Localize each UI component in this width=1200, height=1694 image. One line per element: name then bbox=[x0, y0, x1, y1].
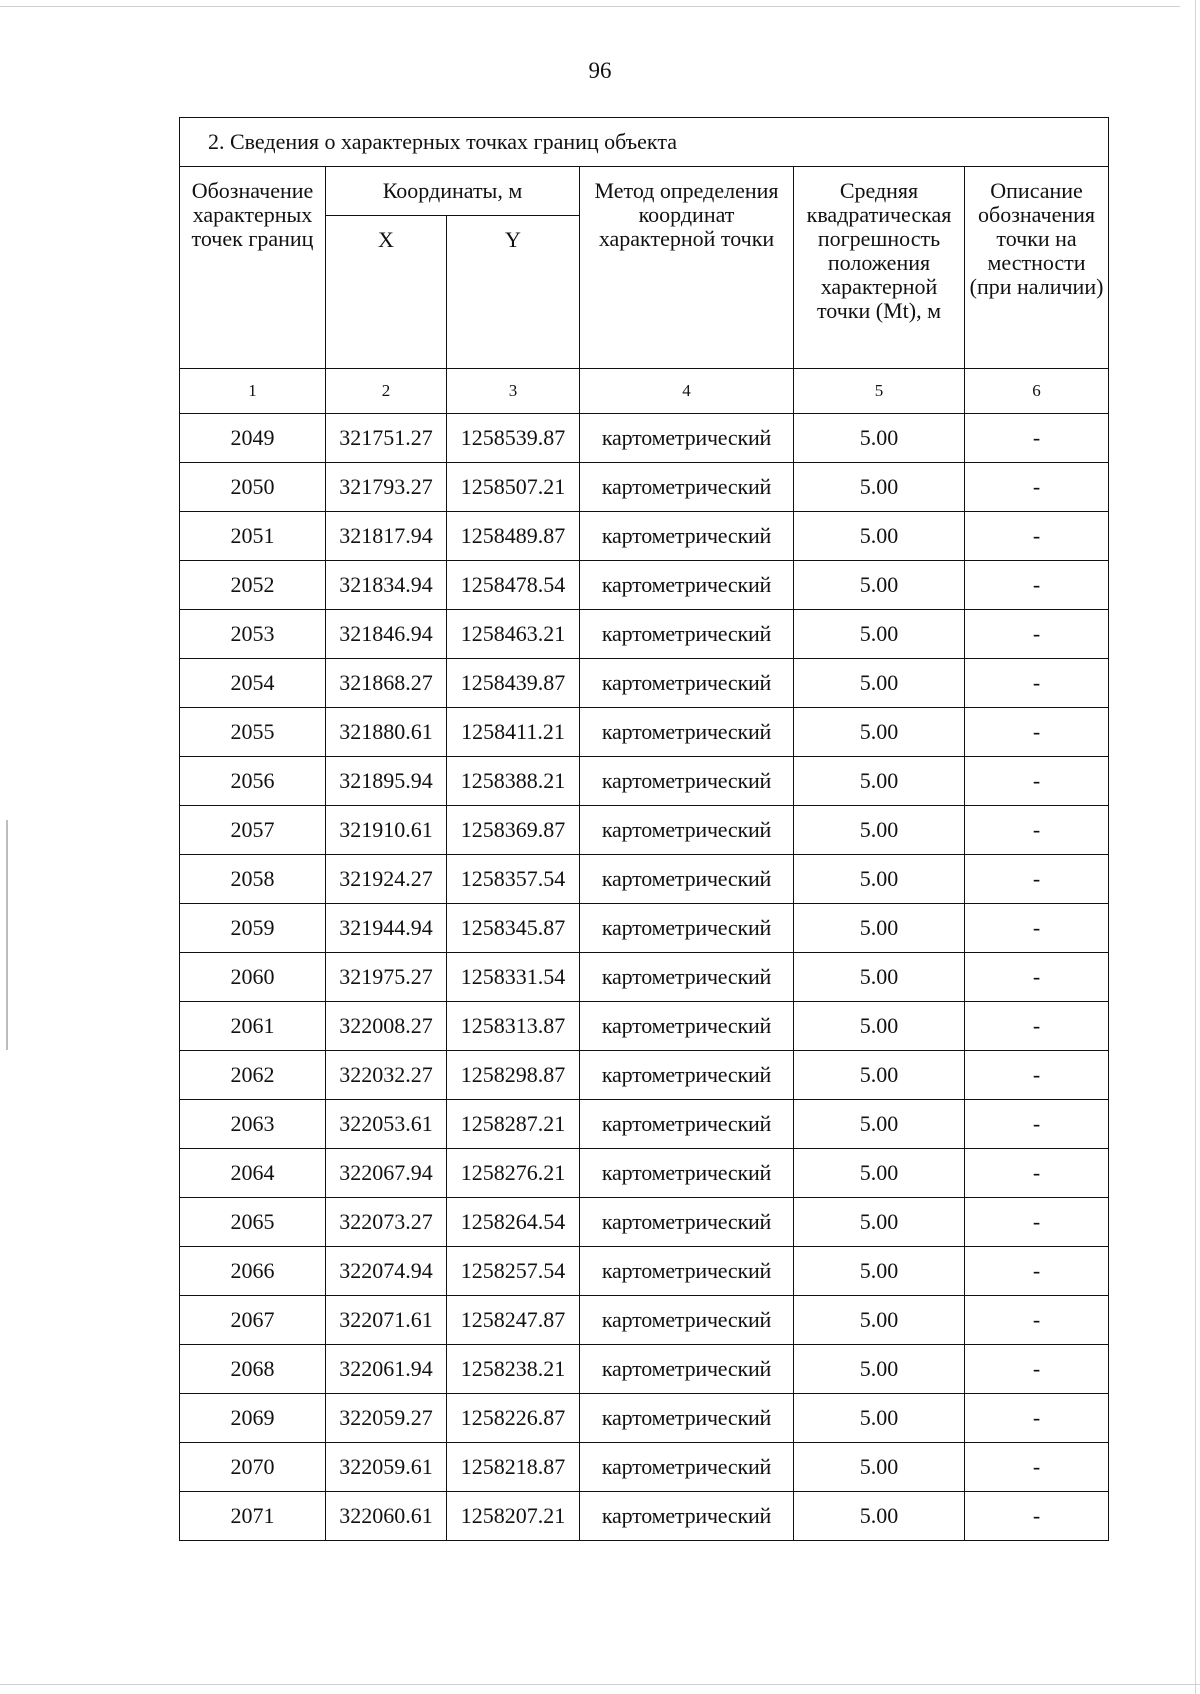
point-id-cell: 2068 bbox=[180, 1345, 326, 1394]
point-id-cell: 2049 bbox=[180, 414, 326, 463]
y-coordinate-cell: 1258369.87 bbox=[447, 806, 580, 855]
point-id-cell: 2050 bbox=[180, 463, 326, 512]
error-cell: 5.00 bbox=[794, 904, 965, 953]
table-row bbox=[180, 708, 1109, 757]
error-cell: 5.00 bbox=[794, 1247, 965, 1296]
header-designation: Обозначение характерных точек границ bbox=[180, 167, 326, 369]
column-number: 2 bbox=[326, 369, 447, 414]
x-coordinate-cell: 321868.27 bbox=[326, 659, 447, 708]
point-id-cell: 2063 bbox=[180, 1100, 326, 1149]
method-cell: картометрический bbox=[580, 1394, 794, 1443]
error-cell: 5.00 bbox=[794, 1492, 965, 1541]
description-cell: - bbox=[965, 1149, 1109, 1198]
x-coordinate-cell: 322008.27 bbox=[326, 1002, 447, 1051]
method-cell: картометрический bbox=[580, 610, 794, 659]
y-coordinate-cell: 1258463.21 bbox=[447, 610, 580, 659]
description-cell: - bbox=[965, 1296, 1109, 1345]
table-row bbox=[180, 953, 1109, 1002]
point-id-cell: 2070 bbox=[180, 1443, 326, 1492]
method-cell: картометрический bbox=[580, 1002, 794, 1051]
method-cell: картометрический bbox=[580, 659, 794, 708]
y-coordinate-cell: 1258276.21 bbox=[447, 1149, 580, 1198]
x-coordinate-cell: 321910.61 bbox=[326, 806, 447, 855]
x-coordinate-cell: 322074.94 bbox=[326, 1247, 447, 1296]
table-row bbox=[180, 1198, 1109, 1247]
scan-edge-right bbox=[1195, 0, 1196, 1694]
x-coordinate-cell: 321924.27 bbox=[326, 855, 447, 904]
method-cell: картометрический bbox=[580, 1492, 794, 1541]
column-number: 3 bbox=[447, 369, 580, 414]
table-row bbox=[180, 561, 1109, 610]
x-coordinate-cell: 321944.94 bbox=[326, 904, 447, 953]
method-cell: картометрический bbox=[580, 1345, 794, 1394]
error-cell: 5.00 bbox=[794, 1296, 965, 1345]
description-cell: - bbox=[965, 806, 1109, 855]
y-coordinate-cell: 1258489.87 bbox=[447, 512, 580, 561]
page-number: 96 bbox=[588, 58, 612, 83]
y-coordinate-cell: 1258345.87 bbox=[447, 904, 580, 953]
y-coordinate-cell: 1258226.87 bbox=[447, 1394, 580, 1443]
y-coordinate-cell: 1258331.54 bbox=[447, 953, 580, 1002]
error-cell: 5.00 bbox=[794, 1443, 965, 1492]
header-description: Описание обозначения точки на местности (при наличии) bbox=[965, 167, 1109, 369]
scan-edge-left-mark bbox=[6, 820, 8, 1050]
description-cell: - bbox=[965, 561, 1109, 610]
description-cell: - bbox=[965, 757, 1109, 806]
description-cell: - bbox=[965, 1394, 1109, 1443]
method-cell: картометрический bbox=[580, 463, 794, 512]
point-id-cell: 2061 bbox=[180, 1002, 326, 1051]
y-coordinate-cell: 1258439.87 bbox=[447, 659, 580, 708]
error-cell: 5.00 bbox=[794, 1394, 965, 1443]
table-row bbox=[180, 1149, 1109, 1198]
error-cell: 5.00 bbox=[794, 953, 965, 1002]
x-coordinate-cell: 322061.94 bbox=[326, 1345, 447, 1394]
error-cell: 5.00 bbox=[794, 806, 965, 855]
point-id-cell: 2064 bbox=[180, 1149, 326, 1198]
header-row bbox=[180, 167, 1109, 216]
x-coordinate-cell: 321751.27 bbox=[326, 414, 447, 463]
point-id-cell: 2062 bbox=[180, 1051, 326, 1100]
point-id-cell: 2052 bbox=[180, 561, 326, 610]
section-title: 2. Сведения о характерных точках границ объекта bbox=[180, 118, 1109, 167]
error-cell: 5.00 bbox=[794, 659, 965, 708]
description-cell: - bbox=[965, 1492, 1109, 1541]
x-coordinate-cell: 321834.94 bbox=[326, 561, 447, 610]
y-coordinate-cell: 1258411.21 bbox=[447, 708, 580, 757]
description-cell: - bbox=[965, 463, 1109, 512]
section-title-row bbox=[180, 118, 1109, 167]
error-cell: 5.00 bbox=[794, 463, 965, 512]
y-coordinate-cell: 1258388.21 bbox=[447, 757, 580, 806]
table-row bbox=[180, 1443, 1109, 1492]
table-row bbox=[180, 1394, 1109, 1443]
scan-edge-bottom bbox=[0, 1684, 1200, 1685]
error-cell: 5.00 bbox=[794, 708, 965, 757]
method-cell: картометрический bbox=[580, 1443, 794, 1492]
point-id-cell: 2065 bbox=[180, 1198, 326, 1247]
y-coordinate-cell: 1258264.54 bbox=[447, 1198, 580, 1247]
x-coordinate-cell: 321793.27 bbox=[326, 463, 447, 512]
y-coordinate-cell: 1258298.87 bbox=[447, 1051, 580, 1100]
method-cell: картометрический bbox=[580, 1149, 794, 1198]
method-cell: картометрический bbox=[580, 1296, 794, 1345]
error-cell: 5.00 bbox=[794, 855, 965, 904]
method-cell: картометрический bbox=[580, 855, 794, 904]
error-cell: 5.00 bbox=[794, 1198, 965, 1247]
y-coordinate-cell: 1258257.54 bbox=[447, 1247, 580, 1296]
method-cell: картометрический bbox=[580, 1198, 794, 1247]
table-row bbox=[180, 904, 1109, 953]
error-cell: 5.00 bbox=[794, 610, 965, 659]
table-row bbox=[180, 1247, 1109, 1296]
y-coordinate-cell: 1258207.21 bbox=[447, 1492, 580, 1541]
point-id-cell: 2055 bbox=[180, 708, 326, 757]
description-cell: - bbox=[965, 1345, 1109, 1394]
table-row bbox=[180, 463, 1109, 512]
point-id-cell: 2067 bbox=[180, 1296, 326, 1345]
method-cell: картометрический bbox=[580, 512, 794, 561]
method-cell: картометрический bbox=[580, 708, 794, 757]
description-cell: - bbox=[965, 659, 1109, 708]
y-coordinate-cell: 1258357.54 bbox=[447, 855, 580, 904]
table-row bbox=[180, 1492, 1109, 1541]
error-cell: 5.00 bbox=[794, 1100, 965, 1149]
point-id-cell: 2053 bbox=[180, 610, 326, 659]
method-cell: картометрический bbox=[580, 953, 794, 1002]
header-y: Y bbox=[447, 216, 580, 369]
column-number-row bbox=[180, 369, 1109, 414]
description-cell: - bbox=[965, 1100, 1109, 1149]
table-row bbox=[180, 512, 1109, 561]
description-cell: - bbox=[965, 855, 1109, 904]
header-error: Средняя квадратическая погрешность положения характерной точки (Mt), м bbox=[794, 167, 965, 369]
table-row bbox=[180, 610, 1109, 659]
description-cell: - bbox=[965, 1443, 1109, 1492]
method-cell: картометрический bbox=[580, 806, 794, 855]
column-number: 4 bbox=[580, 369, 794, 414]
method-cell: картометрический bbox=[580, 561, 794, 610]
table-row bbox=[180, 1345, 1109, 1394]
y-coordinate-cell: 1258218.87 bbox=[447, 1443, 580, 1492]
method-cell: картометрический bbox=[580, 904, 794, 953]
y-coordinate-cell: 1258478.54 bbox=[447, 561, 580, 610]
method-cell: картометрический bbox=[580, 1051, 794, 1100]
y-coordinate-cell: 1258247.87 bbox=[447, 1296, 580, 1345]
description-cell: - bbox=[965, 610, 1109, 659]
x-coordinate-cell: 322067.94 bbox=[326, 1149, 447, 1198]
error-cell: 5.00 bbox=[794, 414, 965, 463]
point-id-cell: 2069 bbox=[180, 1394, 326, 1443]
point-id-cell: 2056 bbox=[180, 757, 326, 806]
header-method: Метод определения координат характерной точки bbox=[580, 167, 794, 369]
x-coordinate-cell: 321846.94 bbox=[326, 610, 447, 659]
description-cell: - bbox=[965, 1247, 1109, 1296]
table-row bbox=[180, 806, 1109, 855]
description-cell: - bbox=[965, 904, 1109, 953]
method-cell: картометрический bbox=[580, 1247, 794, 1296]
column-number: 6 bbox=[965, 369, 1109, 414]
error-cell: 5.00 bbox=[794, 512, 965, 561]
table-row bbox=[180, 1296, 1109, 1345]
description-cell: - bbox=[965, 1198, 1109, 1247]
description-cell: - bbox=[965, 953, 1109, 1002]
error-cell: 5.00 bbox=[794, 757, 965, 806]
point-id-cell: 2058 bbox=[180, 855, 326, 904]
table-row bbox=[180, 757, 1109, 806]
y-coordinate-cell: 1258539.87 bbox=[447, 414, 580, 463]
x-coordinate-cell: 322059.27 bbox=[326, 1394, 447, 1443]
description-cell: - bbox=[965, 414, 1109, 463]
x-coordinate-cell: 321975.27 bbox=[326, 953, 447, 1002]
scan-edge-top bbox=[0, 6, 1180, 7]
point-id-cell: 2071 bbox=[180, 1492, 326, 1541]
x-coordinate-cell: 322059.61 bbox=[326, 1443, 447, 1492]
method-cell: картометрический bbox=[580, 414, 794, 463]
point-id-cell: 2054 bbox=[180, 659, 326, 708]
x-coordinate-cell: 322060.61 bbox=[326, 1492, 447, 1541]
y-coordinate-cell: 1258507.21 bbox=[447, 463, 580, 512]
error-cell: 5.00 bbox=[794, 1051, 965, 1100]
point-id-cell: 2057 bbox=[180, 806, 326, 855]
header-x: X bbox=[326, 216, 447, 369]
x-coordinate-cell: 322073.27 bbox=[326, 1198, 447, 1247]
table-row bbox=[180, 1051, 1109, 1100]
point-id-cell: 2066 bbox=[180, 1247, 326, 1296]
x-coordinate-cell: 322053.61 bbox=[326, 1100, 447, 1149]
description-cell: - bbox=[965, 512, 1109, 561]
error-cell: 5.00 bbox=[794, 1002, 965, 1051]
table-row bbox=[180, 1100, 1109, 1149]
error-cell: 5.00 bbox=[794, 1149, 965, 1198]
description-cell: - bbox=[965, 708, 1109, 757]
table-row bbox=[180, 659, 1109, 708]
y-coordinate-cell: 1258238.21 bbox=[447, 1345, 580, 1394]
boundary-points-table bbox=[179, 117, 1109, 1541]
x-coordinate-cell: 321895.94 bbox=[326, 757, 447, 806]
description-cell: - bbox=[965, 1002, 1109, 1051]
point-id-cell: 2059 bbox=[180, 904, 326, 953]
column-number: 5 bbox=[794, 369, 965, 414]
point-id-cell: 2060 bbox=[180, 953, 326, 1002]
x-coordinate-cell: 322032.27 bbox=[326, 1051, 447, 1100]
header-coordinates: Координаты, м bbox=[326, 167, 580, 216]
error-cell: 5.00 bbox=[794, 561, 965, 610]
table-row bbox=[180, 1002, 1109, 1051]
point-id-cell: 2051 bbox=[180, 512, 326, 561]
y-coordinate-cell: 1258313.87 bbox=[447, 1002, 580, 1051]
x-coordinate-cell: 322071.61 bbox=[326, 1296, 447, 1345]
y-coordinate-cell: 1258287.21 bbox=[447, 1100, 580, 1149]
method-cell: картометрический bbox=[580, 1100, 794, 1149]
x-coordinate-cell: 321880.61 bbox=[326, 708, 447, 757]
description-cell: - bbox=[965, 1051, 1109, 1100]
table-row bbox=[180, 855, 1109, 904]
table-row bbox=[180, 414, 1109, 463]
x-coordinate-cell: 321817.94 bbox=[326, 512, 447, 561]
method-cell: картометрический bbox=[580, 757, 794, 806]
column-number: 1 bbox=[180, 369, 326, 414]
error-cell: 5.00 bbox=[794, 1345, 965, 1394]
